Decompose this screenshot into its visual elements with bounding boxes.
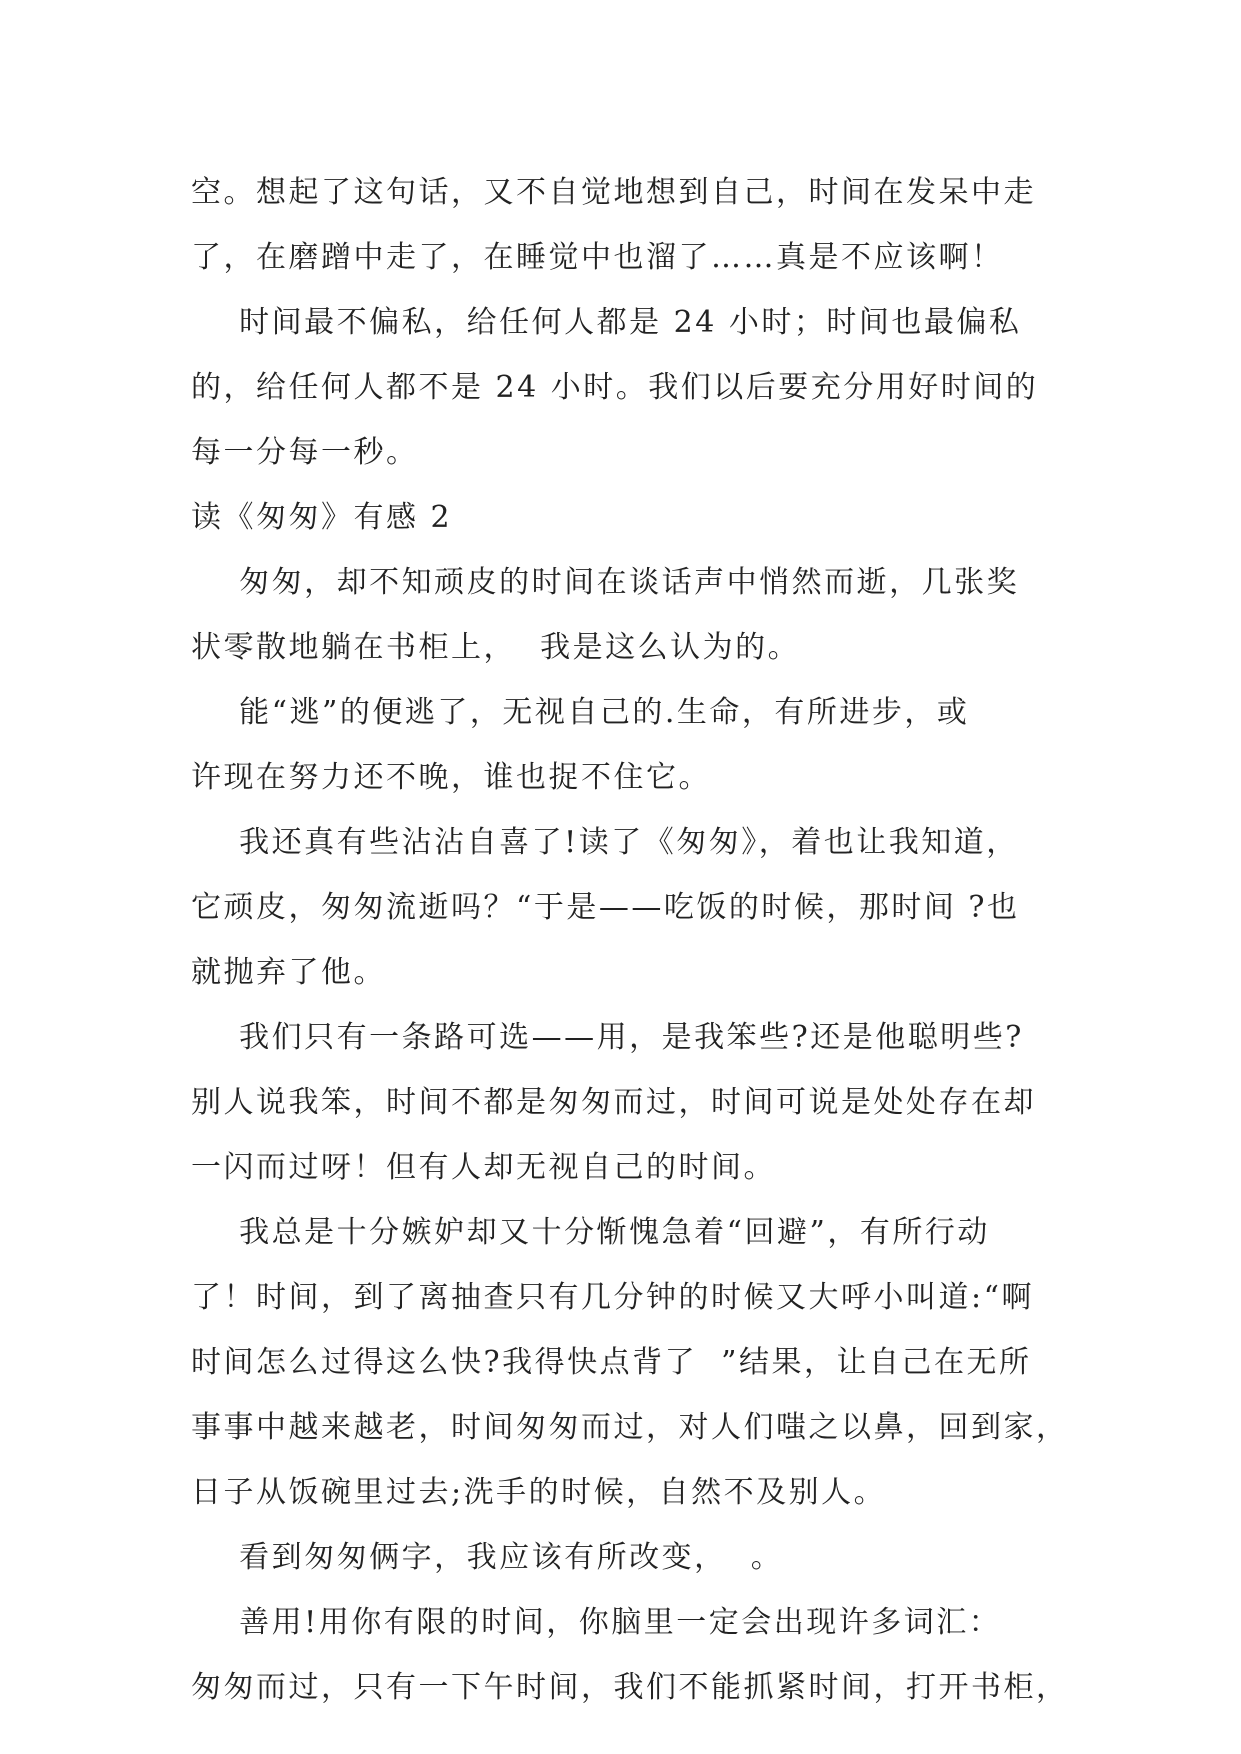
text-line: 我们只有一条路可选——用，是我笨些?还是他聪明些? (191, 1020, 1024, 1055)
text-line: 状零散地躺在书柜上， 我是这么认为的。 (191, 630, 801, 665)
text-line: 了，在磨蹭中走了，在睡觉中也溜了……真是不应该啊！ (191, 240, 1004, 275)
text-line: 时间最不偏私，给任何人都是 24 小时；时间也最偏私 (191, 305, 1022, 340)
text-line: 时间怎么过得这么快?我得快点背了 ”结果，让自己在无所 (191, 1345, 1032, 1380)
text-line: 我总是十分嫉妒却又十分惭愧急着“回避”，有所行动 (191, 1215, 990, 1250)
text-line: 日子从饭碗里过去;洗手的时候，自然不及别人。 (191, 1475, 887, 1510)
document-body (191, 160, 1069, 1720)
text-line: 许现在努力还不晚，谁也捉不住它。 (191, 760, 711, 795)
text-line: 匆匆而过，只有一下午时间，我们不能抓紧时间，打开书柜， (191, 1670, 1069, 1705)
text-line: 能“逃”的便逃了，无视自己的.生命，有所进步，或 (191, 695, 970, 730)
text-line: 它顽皮，匆匆流逝吗？“于是——吃饭的时候，那时间 ?也 (191, 890, 1020, 925)
section-heading: 读《匆匆》有感 2 (191, 500, 453, 535)
text-line: 每一分每一秒。 (191, 435, 419, 470)
text-line: 我还真有些沾沾自喜了!读了《匆匆》，着也让我知道， (191, 825, 1019, 860)
text-line: 就抛弃了他。 (191, 955, 386, 990)
text-line: 看到匆匆俩字，我应该有所改变， 。 (191, 1540, 784, 1575)
text-line: 了！时间，到了离抽查只有几分钟的时候又大呼小叫道:“啊 (191, 1280, 1034, 1315)
text-line: 别人说我笨，时间不都是匆匆而过，时间可说是处处存在却 (191, 1085, 1036, 1120)
text-line: 匆匆，却不知顽皮的时间在谈话声中悄然而逝，几张奖 (191, 565, 1020, 600)
text-line: 事事中越来越老，时间匆匆而过，对人们嗤之以鼻，回到家， (191, 1410, 1069, 1445)
text-line: 空。想起了这句话，又不自觉地想到自己，时间在发呆中走 (191, 175, 1036, 210)
text-line: 一闪而过呀！但有人却无视自己的时间。 (191, 1150, 776, 1185)
text-line: 的，给任何人都不是 24 小时。我们以后要充分用好时间的 (191, 370, 1039, 405)
text-line: 善用!用你有限的时间，你脑里一定会出现许多词汇： (191, 1605, 1002, 1640)
